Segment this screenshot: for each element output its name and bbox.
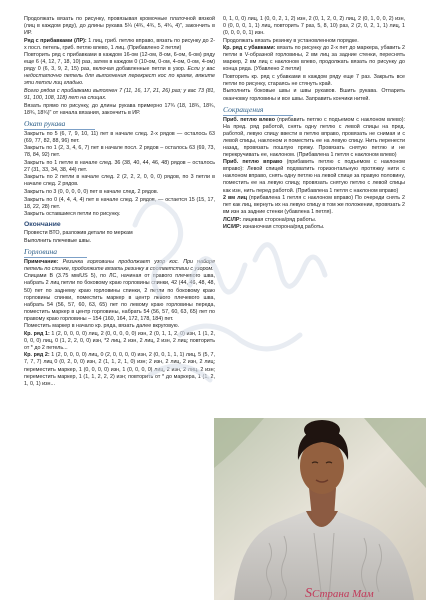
row-text: 1 (2, 0, 0, 0, 0) лиц, 2 (0, 0, 0, 0, 0) изн, 2 (0, 1, 1, 2, 0) изн, 1 (1, 2, 0, 0, 0) лиц, 0 (1, 2, 2, 0, 0) изн, *2 лиц, 2 изн, 2 лиц, 2 изн, 2 лиц; повторить от * до 2 петель...	[24, 330, 215, 351]
paragraph: Поместить маркер в начало кр. ряда, вязать далее вкруговую.	[24, 323, 180, 330]
model-photo-illustration	[214, 418, 426, 600]
paragraph: Провести ВТО, разложив детали по меркам	[24, 230, 133, 237]
row-label: Кр. ряд 1:	[24, 330, 50, 337]
logo-mark: S	[305, 586, 312, 601]
term-label: Приб. петлю влево	[223, 116, 275, 123]
paragraph: Закрыть оставшиеся петли по рисунку.	[24, 211, 121, 218]
logo-text: Страна Мам	[312, 588, 374, 600]
section-heading	[24, 119, 215, 130]
left-column	[24, 16, 215, 388]
term-label: 2 вм лиц	[223, 195, 248, 202]
paragraph	[24, 331, 215, 352]
term-text: (прибавлена 1 петля с наклоном вправо) По очереди снять 2 пет как лиц, вернуть их на левую спицу в том же положении, провязать 2 вм изн за задние стенки (убавлена 1 петля).	[223, 195, 406, 216]
paragraph	[223, 224, 405, 231]
paragraph	[223, 45, 405, 73]
paragraph	[24, 259, 215, 273]
term-label: Приб. петлю вправо	[223, 159, 283, 166]
row-text: вязать по рисунку до 2-х пет до маркера, убавить 2 петли в V-образной горловины, 2 вм лиц за задние стенки, переснять маркер, 2 вм лиц с наклоном влево, продолжать вязать по рисунку до конца ряда. (Убавлено 2 петли)	[223, 45, 405, 73]
heading-text: Окат рукава	[24, 119, 95, 130]
section-heading	[24, 220, 215, 229]
paragraph	[24, 52, 215, 87]
row-label: Кр. ряд 2:	[24, 352, 50, 359]
term-label: ИС/ИР:	[223, 224, 242, 231]
paragraph: Вязать прямо по рисунку, до длины рукава примерно 17¾ (18, 18¾, 18¾, 18¾, 18¾)" от начала вязания, закончить в ИР.	[24, 102, 215, 116]
section-heading	[223, 105, 405, 116]
term-text: изнаночная сторона/ряд работы.	[241, 224, 325, 231]
row-text: 1 (2, 0, 0, 0, 0) лиц, 0 (2, 0, 0, 0, 0) изн, 2 (0, 0, 1, 1, 1) лиц, 5 (5, 7, 7, 7, 7) лиц 0 (0, 2, 0, 0) изн, 2 (1, 1, 2, 1, 0) изн; 2 изн, 2 лиц, 2 изн, 2 лиц; переместить маркер, 1 (0, 0, 0, 0) изн, 1 (0, 0, 0, 0) лиц, 2 изн, 2 лиц, 2 изн; переместить маркер, 1 (1, 1, 2, 2, 2) изн; повторить от * до маркера, 1 (1, 2, 1, 0, 1) изн...	[24, 352, 216, 387]
paragraph: Продолжать вязать по рисунку, провязывая кромочные платочной вязкой (лиц в каждом ряду), до длины рукава 5¼ (4¾, 4¾, 5, 4¾, 4)", закончить в ИР.	[24, 16, 215, 37]
paragraph	[223, 217, 405, 224]
paragraph: Закрыть по 1 (2, 3, 4, 6, 7) пет в начале посл. 2 рядов – осталось 63 (69, 73, 78, 84, 92) пет.	[24, 145, 215, 159]
paragraph: Закрыть по 3 (0, 0, 0, 0, 0) пет в начале след. 2 рядов.	[24, 189, 159, 196]
paragraph: Спицами В (3.75 мм/US 5), по ЛС, начиная от правого плечевого шва, набрать 2 лиц петли по боковому краю горловины спинки, 42 (44, 46, 48, 48, 50) пет по заднему краю горловины спинки, 2 петли по боковому краю горловины спинки, поместить маркер в центр левого плечевого шва, набрать 54 (56, 57, 60, 63, 65) пет по левому краю горловины переда, поместить маркер в центр горловины, набрать 54 (56, 57, 60, 63, 65) пет по правому краю горловины – 154 (160, 164, 172, 178, 184) пет.	[24, 273, 215, 322]
heading-text: Окончание	[24, 221, 61, 229]
paragraph: Закрыть по 5 (6, 7, 9, 10, 11) пет в начале след. 2-х рядов — осталось 63 (69, 77, 82, 88, 96) пет.	[24, 130, 215, 144]
paragraph	[223, 117, 405, 159]
model-photo	[214, 418, 426, 600]
note-text: Если у вас недостаточно петель для выполнения перекрест кос по краям, вяжите эти петли лиц гладью.	[24, 66, 215, 87]
paragraph: Закрыть по 2 петли в начале след. 2 (2, 2, 2, 0, 0, 0) рядов, по 3 петли в начале след. 2 рядов.	[24, 174, 215, 188]
paragraph: Закрыть по 0 (4, 4, 4, 4) пет в начале след. 2 рядов, — остается 15 (15, 17, 18, 22, 28) пет.	[24, 196, 215, 210]
note-label: Примечание:	[24, 258, 59, 265]
heading-text: Горловина	[24, 247, 87, 258]
term-text: лицевая сторона/ряд работы.	[241, 216, 317, 223]
paragraph	[223, 195, 405, 216]
row-text: Повторить ряд с прибавками в каждом 16-ом (12-ом, 8-ом, 6-ом, 6-ом) ряду еще 6 (4, 12, 7, 18, 10) раз, затем в каждом 0 (10-ом, 0-ом, 4-ом, 0-ом, 4-ом) ряду 0 (6, 3, 9, 2, 15) раз, включая добавленные петли в узор.	[24, 52, 215, 73]
paragraph: 0, 1, 0, 0) лиц, 1 (0, 0, 2, 1, 2) изн, 2 (0, 1, 2, 0, 2) лиц, 2 (0, 1, 0, 0, 2) изн, 0 (0, 0, 0, 1, 1) лиц, повторить 7 раз, 5, 8, 10) раз, 2 (2, 0, 2, 1, 1) лиц, 1 (0, 0, 0, 0, 1) изн.	[223, 16, 405, 37]
paragraph: Продолжать вязать резинку в установленном порядке.	[223, 37, 359, 44]
paragraph	[24, 352, 215, 387]
paragraph	[223, 159, 405, 194]
paragraph: Повторить кр. ряд с убавками в каждом ряду еще 7 раз. Закрыть все петли по рисунку, стараясь не стянуть край.	[223, 73, 405, 87]
paragraph: Всего рядов с прибавками выполнен 7 (11, 16, 17, 21, 26) раз; у вас 73 (81, 91, 100, 108, 118) пет на спицах.	[24, 87, 215, 102]
paragraph: Выполнить боковые швы и швы рукавов. Вшить рукава. Отпарить оканчовку горловины и все швы. Заправить кончики нитей.	[223, 88, 405, 102]
site-logo	[305, 586, 374, 602]
row-label: Кр. ряд с убавками:	[223, 45, 276, 52]
paragraph: Закрыть по 1 петле в начале след. 36 (38, 40, 44, 46, 48) рядов – осталось 27 (31, 33, 34, 38, 44) пет.	[24, 159, 215, 173]
paragraph	[24, 38, 215, 52]
term-text: (прибавить петлю с подъемом с наклоном вправо): Левой спицей подхватить горизонтальную протяжку нити с наклоном вправо, снять одну петлю на левой спице за правую половину, поместить ее на левую спицу, провязать снятую петлю с левой спицы как изн, нить перед работой. (Прибавлена 1 петля с наклоном вправо)	[223, 159, 405, 194]
paragraph: Выполнить плечевые швы.	[24, 237, 92, 244]
term-label: ЛС/ЛР:	[223, 216, 242, 223]
row-text: 1 лиц, гриб. петлю вправо, вязать по рисунку до 2-х посл. петель, гриб. петлю влево, 1 лиц. (Прибавлено 2 петли)	[24, 37, 215, 51]
note-text: Резинка горловины продолжает узор кос. При наборе петель по спинке, продолжите вязать резинку в соответствии с узором.	[24, 258, 215, 272]
section-heading	[24, 247, 215, 258]
row-label: Ряд с прибавками (ЛР):	[24, 37, 87, 44]
right-column	[223, 16, 405, 232]
term-text: (прибавить петлю с подъемом с наклоном влево): На пред. ряд работой, снять одну петлю с левой спицы на пред. работой, левую спицу ввести в петлю вправо, провязать не снимая и с левой спицы, наклоном и поместить ее на левую спицу. Нить перенести назад, провязать пошлую пряжу. Провязать снятую петлю и не перекручивать ее, наклоном. (Прибавлена 1 петля с наклоном влево)	[223, 116, 405, 158]
heading-text: Сокращения	[223, 105, 293, 116]
